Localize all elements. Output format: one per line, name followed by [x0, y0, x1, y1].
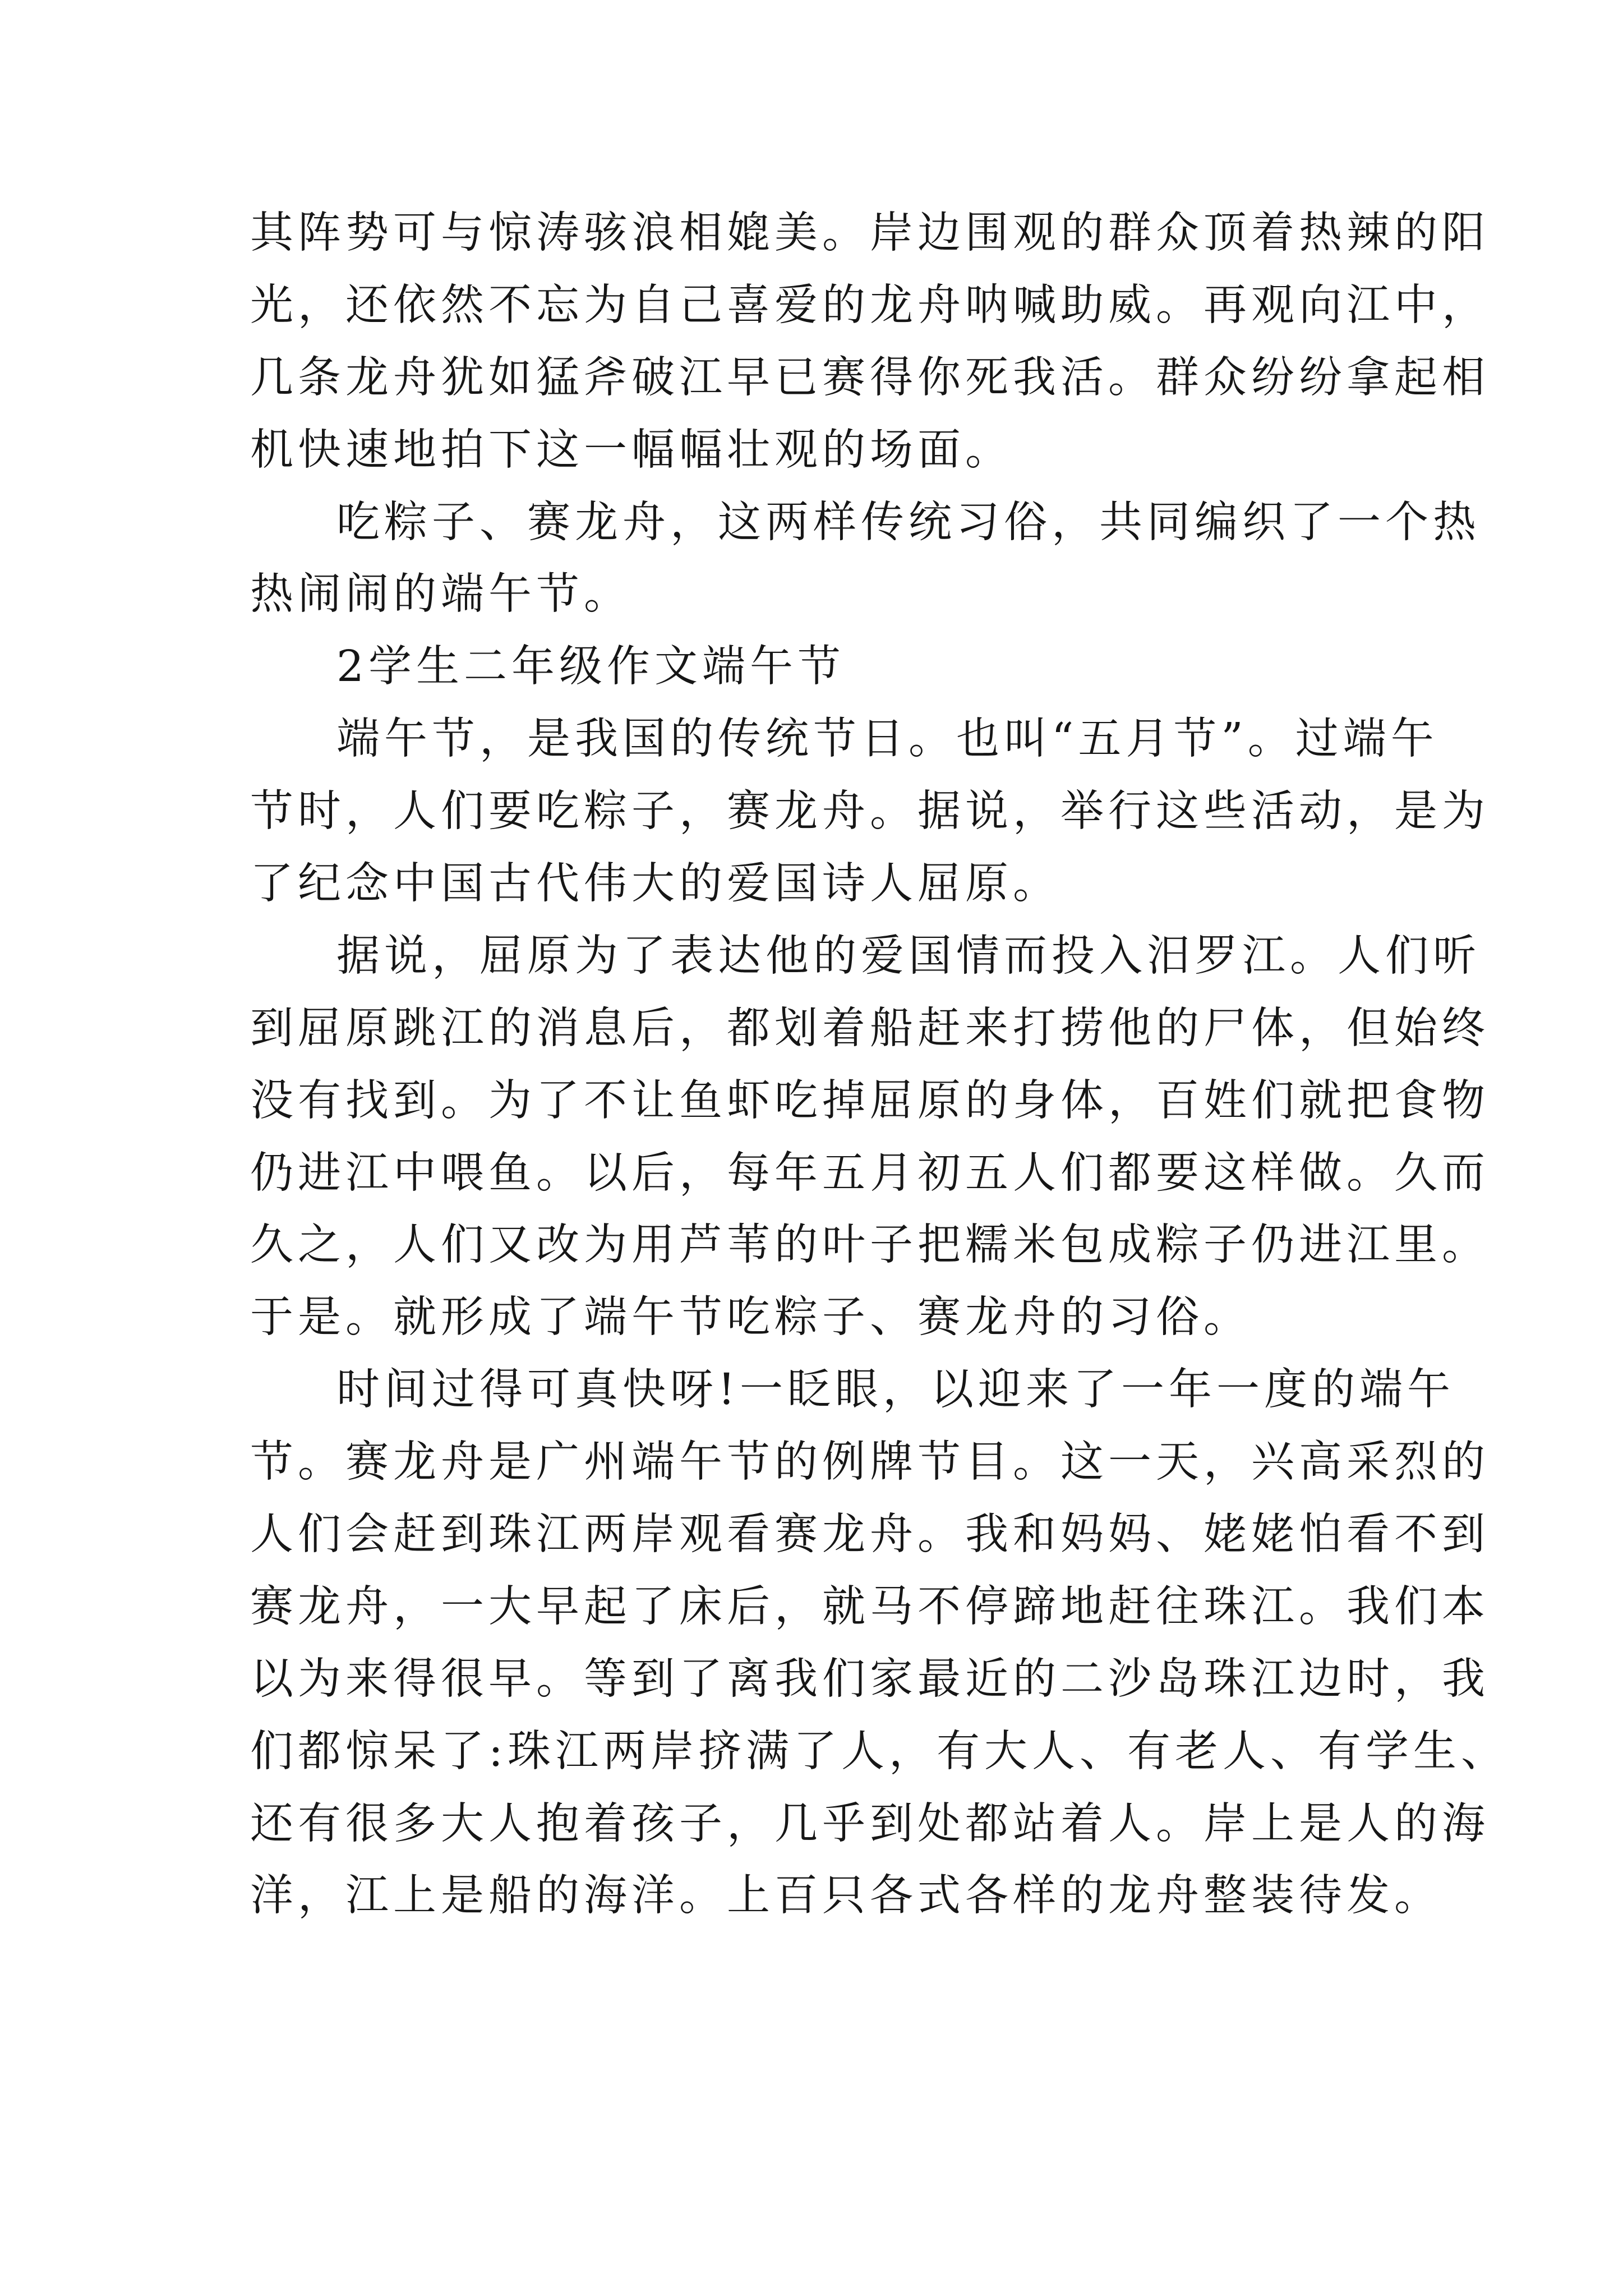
- document-body: [250, 197, 1509, 1932]
- paragraph-first-line: 时间过得可真快呀!一眨眼，以迎来了一年一度的端午: [336, 1365, 1455, 1415]
- paragraph-first-line: 端午节，是我国的传统节日。也叫“五月节”。过端午: [336, 714, 1438, 765]
- text-line: 以为来得很早。等到了离我们家最近的二沙岛珠江边时，我: [250, 1654, 1490, 1704]
- text-line: 节。赛龙舟是广州端午节的例牌节目。这一天，兴高采烈的: [250, 1437, 1490, 1488]
- text-line: 人们会赶到珠江两岸观看赛龙舟。我和妈妈、姥姥怕看不到: [250, 1510, 1490, 1560]
- text-line: 洋，江上是船的海洋。上百只各式各样的龙舟整装待发。: [250, 1871, 1442, 1921]
- text-line: 没有找到。为了不让鱼虾吃掉屈原的身体，百姓们就把食物: [250, 1075, 1490, 1126]
- text-line: 机快速地拍下这一幅幅壮观的场面。: [250, 425, 1013, 475]
- paragraph-first-line: 吃粽子、赛龙舟，这两样传统习俗，共同编织了一个热: [336, 497, 1481, 547]
- text-line: 久之，人们又改为用芦苇的叶子把糯米包成粽子仍进江里。: [250, 1220, 1490, 1271]
- paragraph-first-line: 据说，屈原为了表达他的爱国情而投入汨罗江。人们听: [336, 931, 1481, 981]
- text-line: 了纪念中国古代伟大的爱国诗人屈原。: [250, 859, 1061, 909]
- text-line: 节时，人们要吃粽子，赛龙舟。据说，举行这些活动，是为: [250, 786, 1490, 837]
- text-line: 到屈原跳江的消息后，都划着船赶来打捞他的尸体，但始终: [250, 1003, 1490, 1053]
- text-line: 光，还依然不忘为自己喜爱的龙舟呐喊助威。再观向江中，: [250, 280, 1490, 330]
- text-line: 仍进江中喂鱼。以后，每年五月初五人们都要这样做。久而: [250, 1148, 1490, 1198]
- text-line: 几条龙舟犹如猛斧破江早已赛得你死我活。群众纷纷拿起相: [250, 352, 1490, 403]
- text-line: 其阵势可与惊涛骇浪相媲美。岸边围观的群众顶着热辣的阳: [250, 208, 1490, 258]
- section-heading: 2学生二年级作文端午节: [336, 642, 845, 692]
- text-line: 热闹闹的端午节。: [250, 569, 631, 620]
- text-line: 们都惊呆了:珠江两岸挤满了人，有大人、有老人、有学生、: [250, 1726, 1509, 1777]
- text-line: 于是。就形成了端午节吃粽子、赛龙舟的习俗。: [250, 1292, 1251, 1343]
- text-line: 还有很多大人抱着孩子，几乎到处都站着人。岸上是人的海: [250, 1798, 1490, 1849]
- text-line: 赛龙舟，一大早起了床后，就马不停蹄地赶往珠江。我们本: [250, 1581, 1490, 1632]
